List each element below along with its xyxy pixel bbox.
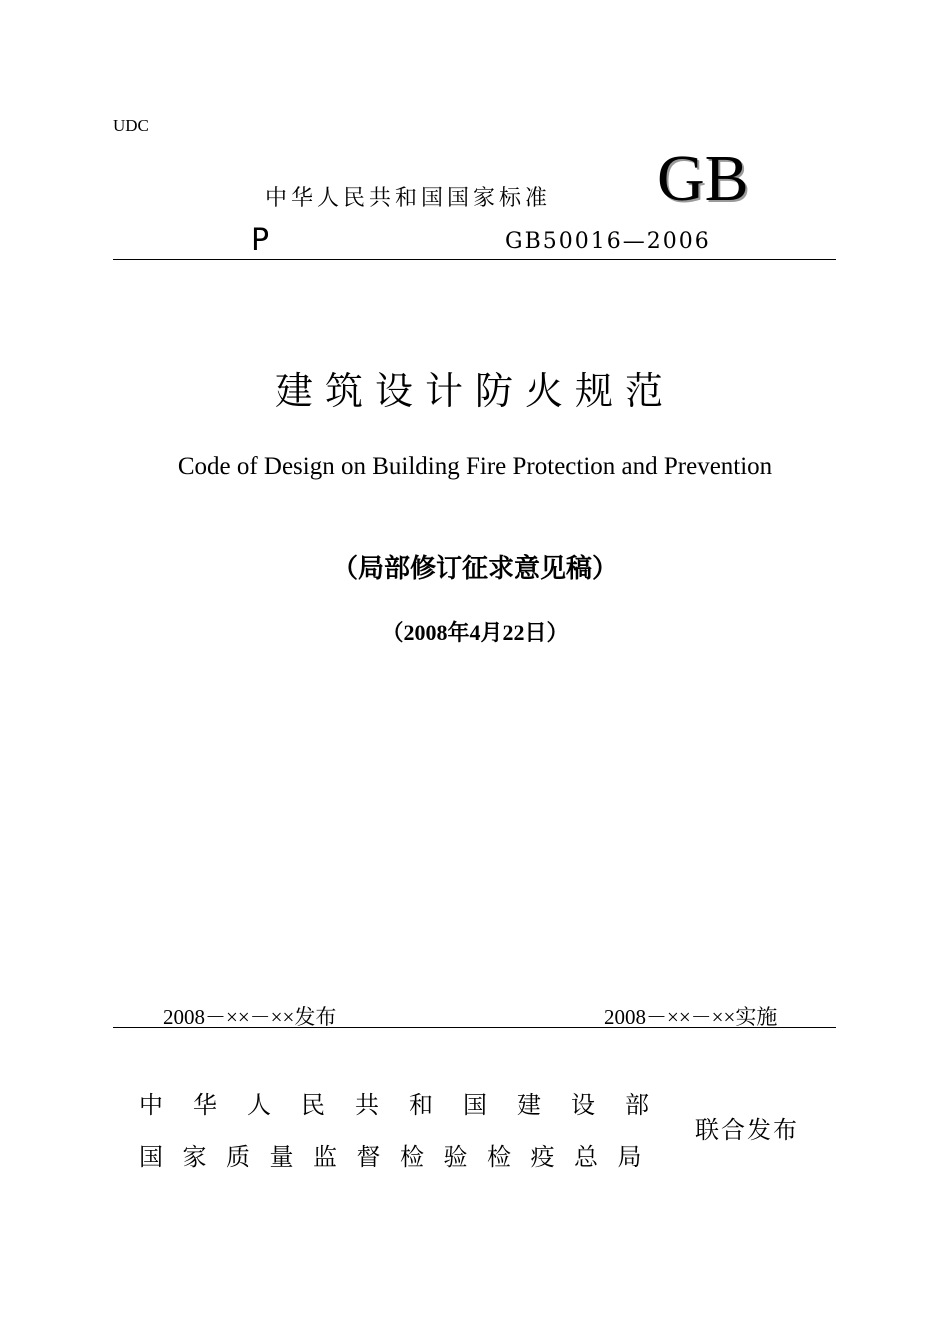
standard-type-heading: 中华人民共和国国家标准	[265, 186, 552, 211]
standard-number: GB50016—2006	[505, 229, 711, 254]
draft-note: （局部修订征求意见稿）	[331, 554, 618, 584]
udc-label: UDC	[113, 116, 149, 135]
publish-date: 2008－××－××发布	[163, 1005, 337, 1029]
implement-date: 2008－××－××实施	[604, 1005, 778, 1029]
issuer-ministry: 中华人民共和国建设部	[139, 1091, 679, 1119]
draft-date: （2008年4月22日）	[381, 620, 569, 645]
document-title-english: Code of Design on Building Fire Protection and Prevention	[177, 453, 773, 480]
classification-code: P	[251, 223, 270, 258]
gb-logo: GB	[657, 142, 749, 215]
footer-divider	[113, 1027, 836, 1028]
header-divider	[113, 259, 836, 260]
document-title: 建筑设计防火规范	[274, 369, 675, 413]
joint-issue-label: 联合发布	[695, 1116, 799, 1144]
issuer-aqsiq: 国家质量监督检验检疫总局	[139, 1143, 661, 1171]
